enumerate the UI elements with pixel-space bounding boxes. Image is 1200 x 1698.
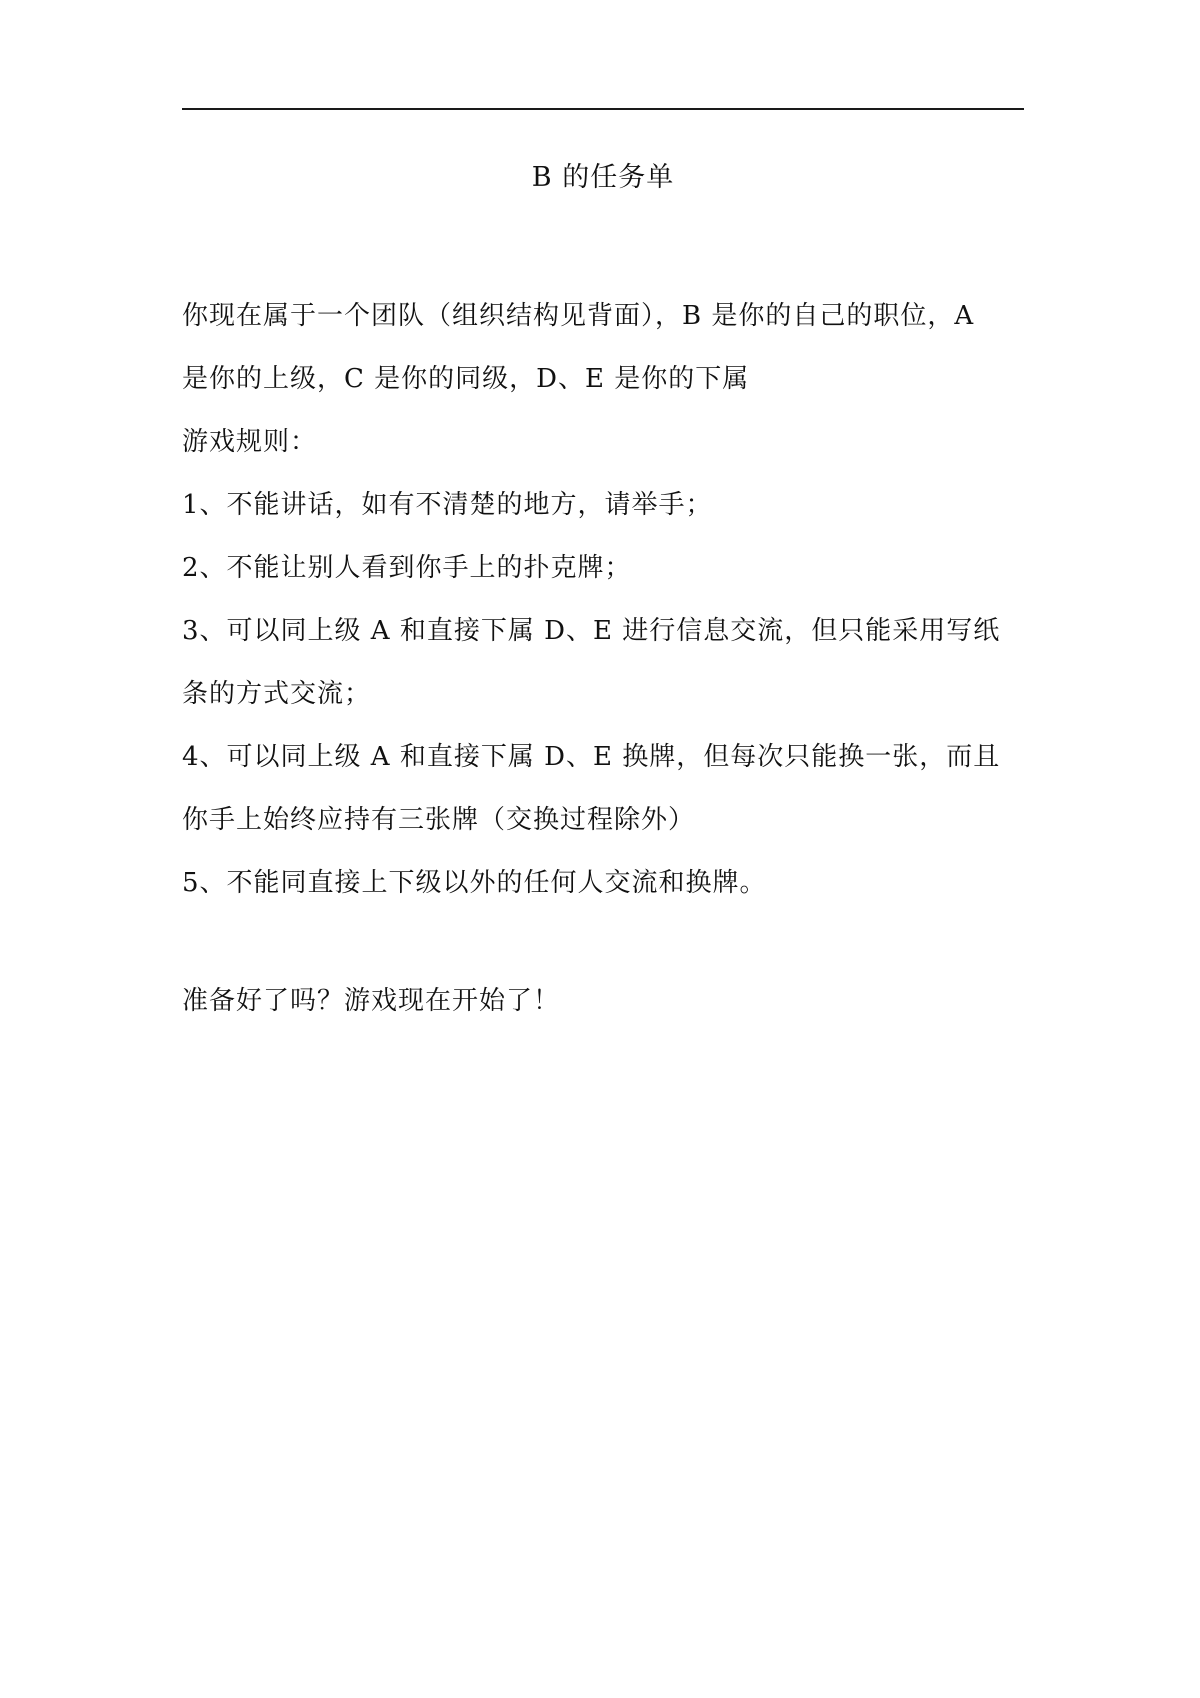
intro-line-1: 你现在属于一个团队（组织结构见背面），B 是你的自己的职位，A	[182, 301, 975, 331]
rule-3-line-1: 3、可以同上级 A 和直接下属 D、E 进行信息交流，但只能采用写纸	[182, 616, 1001, 646]
rule-4-line-2: 你手上始终应持有三张牌（交换过程除外）	[182, 805, 696, 835]
rule-5: 5、不能同直接上下级以外的任何人交流和换牌。	[182, 868, 767, 898]
document-title: B 的任务单	[531, 162, 675, 193]
document-body	[182, 285, 1024, 915]
intro-line-2: 是你的上级，C 是你的同级，D、E 是你的下属	[182, 364, 750, 394]
rule-3-line-2: 条的方式交流；	[182, 679, 372, 709]
rule-2: 2、不能让别人看到你手上的扑克牌；	[182, 553, 632, 583]
rule-1: 1、不能讲话，如有不清楚的地方，请举手；	[182, 490, 713, 520]
rules-heading: 游戏规则：	[182, 427, 318, 457]
closing-line: 准备好了吗？游戏现在开始了！	[182, 986, 561, 1016]
rule-4-line-1: 4、可以同上级 A 和直接下属 D、E 换牌，但每次只能换一张，而且	[182, 742, 1001, 772]
header-rule	[182, 108, 1024, 110]
